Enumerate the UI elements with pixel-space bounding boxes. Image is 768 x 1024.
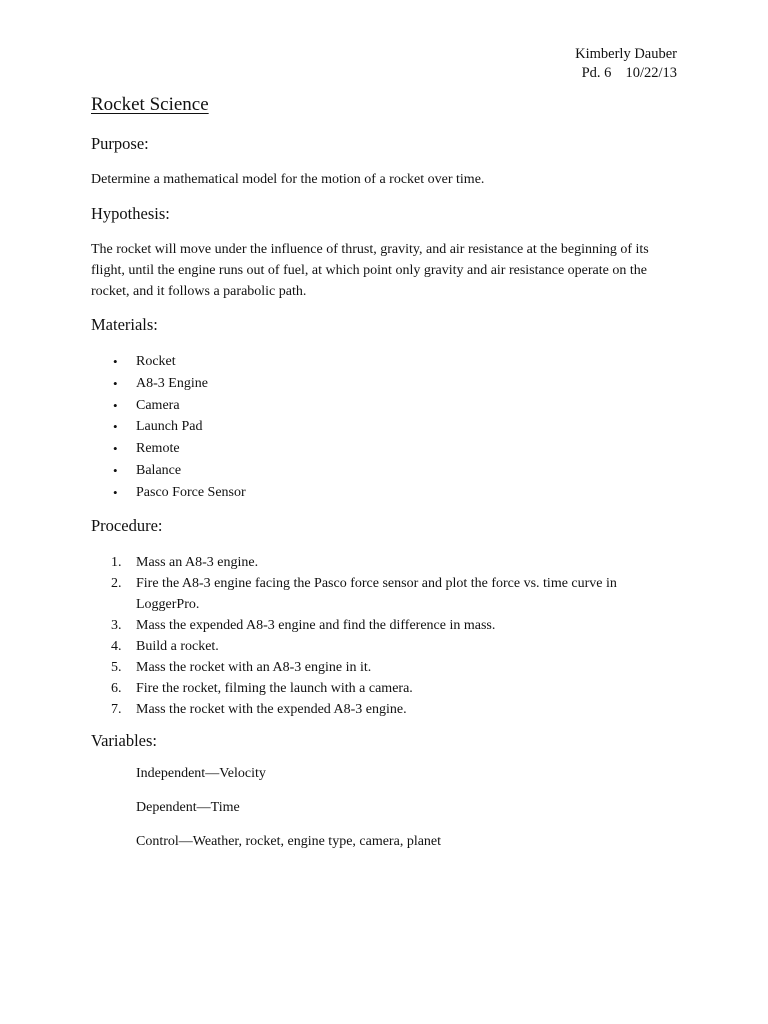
- report-date: 10/22/13: [625, 65, 677, 81]
- step-text: Fire the A8-3 engine facing the Pasco force sensor and plot the force vs. time curve in LoggerPro.: [136, 576, 617, 612]
- control-variables: Control—Weather, rocket, engine type, camera, planet: [136, 834, 442, 849]
- list-item: • Remote: [91, 438, 246, 460]
- list-item: • Pasco Force Sensor: [91, 482, 246, 504]
- list-item: [91, 615, 681, 636]
- purpose-heading: Purpose:: [91, 134, 149, 153]
- bullet-icon: •: [113, 462, 118, 478]
- hypothesis-heading: Hypothesis:: [91, 204, 170, 223]
- step-text: Mass an A8-3 engine.: [136, 555, 259, 570]
- step-number: 4.: [111, 639, 122, 654]
- list-item: [91, 699, 681, 720]
- variables-heading: Variables:: [91, 731, 157, 750]
- author-name: Kimberly Dauber: [575, 46, 677, 62]
- class-period: Pd. 6: [581, 65, 612, 81]
- list-item: [91, 573, 681, 615]
- materials-list: [91, 351, 246, 504]
- procedure-list: [91, 552, 681, 720]
- step-text: Fire the rocket, filming the launch with a camera.: [136, 681, 413, 696]
- list-item: [91, 552, 681, 573]
- bullet-icon: •: [113, 354, 118, 369]
- step-number: 5.: [111, 660, 122, 675]
- step-text: Mass the expended A8-3 engine and find the difference in mass.: [136, 618, 496, 633]
- author-header: [575, 45, 677, 83]
- list-item: • Balance: [91, 460, 246, 482]
- step-number: 2.: [111, 576, 122, 591]
- list-item: • Camera: [91, 395, 246, 417]
- list-item: [91, 657, 681, 678]
- bullet-icon: •: [113, 419, 118, 435]
- independent-variable: Independent—Velocity: [136, 766, 266, 781]
- step-number: 7.: [111, 702, 122, 717]
- period-date-line: [575, 64, 677, 83]
- list-item: • A8-3 Engine: [91, 373, 246, 395]
- list-item: [91, 636, 681, 657]
- list-item: • Launch Pad: [91, 416, 246, 438]
- step-text: Mass the rocket with the expended A8-3 engine.: [136, 702, 407, 717]
- bullet-icon: •: [113, 375, 118, 391]
- step-number: 3.: [111, 618, 122, 633]
- list-item: • Rocket: [91, 351, 246, 373]
- dependent-variable: Dependent—Time: [136, 800, 240, 815]
- list-item: [91, 678, 681, 699]
- bullet-icon: •: [113, 397, 118, 413]
- step-text: Build a rocket.: [136, 639, 219, 654]
- materials-heading: Materials:: [91, 315, 158, 334]
- bullet-icon: •: [113, 441, 118, 457]
- procedure-heading: Procedure:: [91, 516, 163, 535]
- bullet-icon: •: [113, 484, 118, 500]
- page-title: Rocket Science: [91, 94, 209, 115]
- hypothesis-text: The rocket will move under the influence of thrust, gravity, and air resistance at the beginning of its flight, until the engine runs out of fuel, at which point only gravity and air resistance operate on the rocket, and it follows a parabolic path.: [91, 242, 649, 299]
- step-number: 1.: [111, 555, 122, 570]
- purpose-text: Determine a mathematical model for the motion of a rocket over time.: [91, 172, 485, 187]
- step-number: 6.: [111, 681, 122, 696]
- step-text: Mass the rocket with an A8-3 engine in it.: [136, 660, 372, 675]
